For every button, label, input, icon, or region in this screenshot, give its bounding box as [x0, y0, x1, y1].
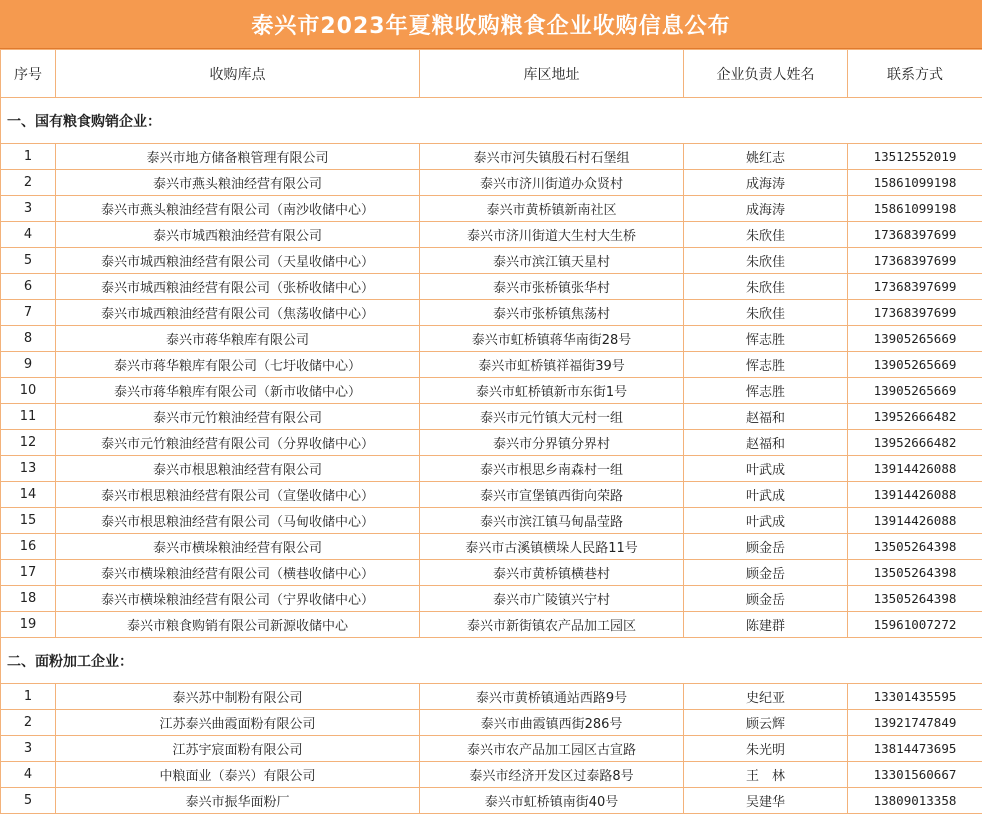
address-cell: 泰兴市广陵镇兴宁村: [420, 586, 684, 612]
depot-cell: 泰兴市横垛粮油经营有限公司（宁界收储中心）: [56, 586, 420, 612]
depot-cell: 泰兴市根思粮油经营有限公司（马甸收储中心）: [56, 508, 420, 534]
depot-cell: 江苏宇宸面粉有限公司: [56, 736, 420, 762]
manager-cell: 吴建华: [684, 788, 848, 814]
phone-cell: 13921747849: [848, 710, 982, 736]
phone-cell: 17368397699: [848, 274, 982, 300]
phone-cell: 13505264398: [848, 586, 982, 612]
manager-cell: 朱光明: [684, 736, 848, 762]
phone-cell: 13905265669: [848, 352, 982, 378]
table-row: [1, 300, 982, 326]
table-row: [1, 736, 982, 762]
table-row: [1, 762, 982, 788]
table-row: [1, 430, 982, 456]
index-cell: 6: [1, 274, 56, 300]
header-depot: 收购库点: [56, 50, 420, 98]
depot-cell: 泰兴市蒋华粮库有限公司: [56, 326, 420, 352]
depot-cell: 江苏泰兴曲霞面粉有限公司: [56, 710, 420, 736]
index-cell: 9: [1, 352, 56, 378]
address-cell: 泰兴市济川街道大生村大生桥: [420, 222, 684, 248]
table-row: [1, 326, 982, 352]
manager-cell: 王 林: [684, 762, 848, 788]
table-row: [1, 222, 982, 248]
depot-cell: 泰兴市地方储备粮管理有限公司: [56, 144, 420, 170]
table-row: [1, 684, 982, 710]
manager-cell: 顾云辉: [684, 710, 848, 736]
manager-cell: 恽志胜: [684, 352, 848, 378]
manager-cell: 朱欣佳: [684, 300, 848, 326]
table-row: [1, 274, 982, 300]
header-address: 库区地址: [420, 50, 684, 98]
manager-cell: 史纪亚: [684, 684, 848, 710]
index-cell: 2: [1, 170, 56, 196]
table-row: [1, 508, 982, 534]
depot-cell: 泰兴市蒋华粮库有限公司（新市收储中心）: [56, 378, 420, 404]
index-cell: 3: [1, 736, 56, 762]
index-cell: 1: [1, 684, 56, 710]
phone-cell: 13905265669: [848, 378, 982, 404]
manager-cell: 叶武成: [684, 456, 848, 482]
address-cell: 泰兴市元竹镇大元村一组: [420, 404, 684, 430]
page-title: 泰兴市2023年夏粮收购粮食企业收购信息公布: [0, 0, 982, 49]
depot-cell: 泰兴市振华面粉厂: [56, 788, 420, 814]
index-cell: 2: [1, 710, 56, 736]
phone-cell: 13505264398: [848, 534, 982, 560]
address-cell: 泰兴市滨江镇马甸晶莹路: [420, 508, 684, 534]
manager-cell: 叶武成: [684, 508, 848, 534]
table-row: [1, 378, 982, 404]
manager-cell: 恽志胜: [684, 326, 848, 352]
address-cell: 泰兴市新街镇农产品加工园区: [420, 612, 684, 638]
table-row: [1, 482, 982, 508]
manager-cell: 成海涛: [684, 170, 848, 196]
address-cell: 泰兴市济川街道办众贤村: [420, 170, 684, 196]
depot-cell: 泰兴市燕头粮油经营有限公司: [56, 170, 420, 196]
phone-cell: 13914426088: [848, 508, 982, 534]
phone-cell: 17368397699: [848, 300, 982, 326]
table-row: [1, 560, 982, 586]
manager-cell: 顾金岳: [684, 534, 848, 560]
enterprise-table: [0, 49, 982, 814]
manager-cell: 赵福和: [684, 404, 848, 430]
depot-cell: 泰兴市根思粮油经营有限公司（宣堡收储中心）: [56, 482, 420, 508]
manager-cell: 恽志胜: [684, 378, 848, 404]
phone-cell: 13905265669: [848, 326, 982, 352]
address-cell: 泰兴市滨江镇天星村: [420, 248, 684, 274]
address-cell: 泰兴市虹桥镇南街40号: [420, 788, 684, 814]
depot-cell: 泰兴市横垛粮油经营有限公司（横巷收储中心）: [56, 560, 420, 586]
depot-cell: 泰兴市粮食购销有限公司新源收储中心: [56, 612, 420, 638]
address-cell: 泰兴市黄桥镇新南社区: [420, 196, 684, 222]
address-cell: 泰兴市分界镇分界村: [420, 430, 684, 456]
manager-cell: 赵福和: [684, 430, 848, 456]
phone-cell: 15961007272: [848, 612, 982, 638]
phone-cell: 13505264398: [848, 560, 982, 586]
manager-cell: 朱欣佳: [684, 248, 848, 274]
address-cell: 泰兴市曲霞镇西街286号: [420, 710, 684, 736]
table-row: [1, 404, 982, 430]
table-row: [1, 248, 982, 274]
address-cell: 泰兴市张桥镇张华村: [420, 274, 684, 300]
table-row: [1, 534, 982, 560]
index-cell: 18: [1, 586, 56, 612]
table-row: [1, 612, 982, 638]
manager-cell: 朱欣佳: [684, 222, 848, 248]
table-row: [1, 788, 982, 814]
manager-cell: 顾金岳: [684, 586, 848, 612]
phone-cell: 13809013358: [848, 788, 982, 814]
table-row: [1, 456, 982, 482]
table-row: [1, 196, 982, 222]
phone-cell: 17368397699: [848, 248, 982, 274]
table-row: [1, 170, 982, 196]
manager-cell: 朱欣佳: [684, 274, 848, 300]
index-cell: 15: [1, 508, 56, 534]
depot-cell: 泰兴市城西粮油经营有限公司（张桥收储中心）: [56, 274, 420, 300]
phone-cell: 13512552019: [848, 144, 982, 170]
index-cell: 12: [1, 430, 56, 456]
phone-cell: 13914426088: [848, 456, 982, 482]
address-cell: 泰兴市虹桥镇蒋华南街28号: [420, 326, 684, 352]
phone-cell: 13301560667: [848, 762, 982, 788]
section-header-row: [1, 98, 982, 144]
index-cell: 11: [1, 404, 56, 430]
phone-cell: 13301435595: [848, 684, 982, 710]
manager-cell: 陈建群: [684, 612, 848, 638]
index-cell: 10: [1, 378, 56, 404]
depot-cell: 泰兴苏中制粉有限公司: [56, 684, 420, 710]
section-header-row: [1, 638, 982, 684]
table-body: [1, 98, 982, 814]
manager-cell: 顾金岳: [684, 560, 848, 586]
table-row: [1, 144, 982, 170]
address-cell: 泰兴市张桥镇焦荡村: [420, 300, 684, 326]
depot-cell: 泰兴市元竹粮油经营有限公司（分界收储中心）: [56, 430, 420, 456]
table-row: [1, 586, 982, 612]
address-cell: 泰兴市经济开发区过泰路8号: [420, 762, 684, 788]
depot-cell: 泰兴市城西粮油经营有限公司（焦荡收储中心）: [56, 300, 420, 326]
depot-cell: 泰兴市城西粮油经营有限公司（天星收储中心）: [56, 248, 420, 274]
address-cell: 泰兴市农产品加工园区古宣路: [420, 736, 684, 762]
depot-cell: 泰兴市燕头粮油经营有限公司（南沙收储中心）: [56, 196, 420, 222]
address-cell: 泰兴市根思乡南森村一组: [420, 456, 684, 482]
address-cell: 泰兴市黄桥镇通站西路9号: [420, 684, 684, 710]
phone-cell: 13952666482: [848, 430, 982, 456]
address-cell: 泰兴市虹桥镇祥福街39号: [420, 352, 684, 378]
table-row: [1, 352, 982, 378]
manager-cell: 姚红志: [684, 144, 848, 170]
index-cell: 19: [1, 612, 56, 638]
index-cell: 14: [1, 482, 56, 508]
section-label: 一、国有粮食购销企业：: [1, 98, 982, 144]
header-index: 序号: [1, 50, 56, 98]
index-cell: 4: [1, 222, 56, 248]
phone-cell: 13914426088: [848, 482, 982, 508]
manager-cell: 成海涛: [684, 196, 848, 222]
address-cell: 泰兴市黄桥镇横巷村: [420, 560, 684, 586]
depot-cell: 中粮面业（泰兴）有限公司: [56, 762, 420, 788]
header-contact: 联系方式: [848, 50, 982, 98]
index-cell: 1: [1, 144, 56, 170]
index-cell: 5: [1, 788, 56, 814]
index-cell: 16: [1, 534, 56, 560]
depot-cell: 泰兴市蒋华粮库有限公司（七圩收储中心）: [56, 352, 420, 378]
address-cell: 泰兴市宣堡镇西街向荣路: [420, 482, 684, 508]
address-cell: 泰兴市虹桥镇新市东街1号: [420, 378, 684, 404]
phone-cell: 15861099198: [848, 170, 982, 196]
index-cell: 4: [1, 762, 56, 788]
depot-cell: 泰兴市元竹粮油经营有限公司: [56, 404, 420, 430]
depot-cell: 泰兴市根思粮油经营有限公司: [56, 456, 420, 482]
section-label: 二、面粉加工企业：: [1, 638, 982, 684]
phone-cell: 17368397699: [848, 222, 982, 248]
index-cell: 3: [1, 196, 56, 222]
table-header-row: [1, 50, 982, 98]
depot-cell: 泰兴市横垛粮油经营有限公司: [56, 534, 420, 560]
manager-cell: 叶武成: [684, 482, 848, 508]
index-cell: 5: [1, 248, 56, 274]
address-cell: 泰兴市古溪镇横垛人民路11号: [420, 534, 684, 560]
index-cell: 8: [1, 326, 56, 352]
index-cell: 17: [1, 560, 56, 586]
header-manager: 企业负责人姓名: [684, 50, 848, 98]
phone-cell: 13952666482: [848, 404, 982, 430]
phone-cell: 15861099198: [848, 196, 982, 222]
phone-cell: 13814473695: [848, 736, 982, 762]
depot-cell: 泰兴市城西粮油经营有限公司: [56, 222, 420, 248]
index-cell: 7: [1, 300, 56, 326]
table-row: [1, 710, 982, 736]
index-cell: 13: [1, 456, 56, 482]
address-cell: 泰兴市河失镇殷石村石堡组: [420, 144, 684, 170]
